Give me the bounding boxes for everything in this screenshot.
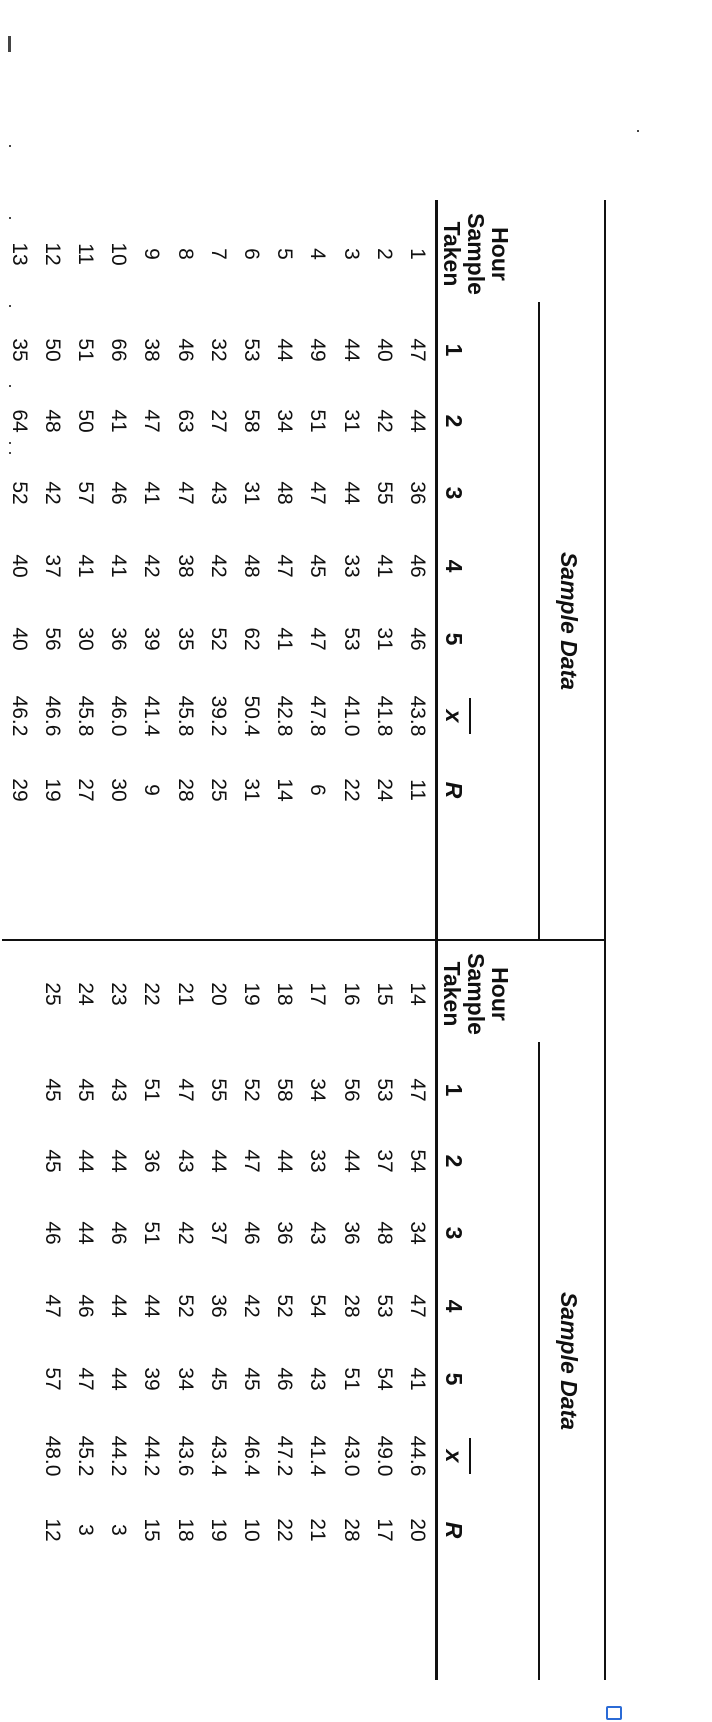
- sample-5-value: 46: [406, 627, 429, 651]
- sample-table-hours-14-25: [2, 940, 668, 1680]
- column-label: R: [441, 781, 467, 799]
- sample-1-value: 47: [406, 338, 429, 362]
- sample-4-value: 36: [206, 1294, 230, 1318]
- sample-3-value: 43: [306, 1221, 330, 1245]
- sample-1-value: 51: [140, 1078, 164, 1102]
- sample-5-value: 31: [372, 627, 396, 651]
- hour-value: 3: [339, 248, 363, 260]
- table-row: [268, 940, 301, 1680]
- sample-5-value: 36: [107, 627, 131, 651]
- sample-1-value: 53: [240, 338, 263, 362]
- hour-value: 8: [173, 248, 197, 260]
- sample-5-value: 54: [372, 1367, 396, 1391]
- hour-value: 16: [339, 982, 363, 1006]
- xbar-value: 46.6: [40, 695, 64, 737]
- table-title: Sample Data: [556, 551, 582, 691]
- xbar-value: 43.4: [206, 1435, 230, 1477]
- range-value: 17: [372, 1518, 396, 1542]
- table-row: [401, 940, 434, 1680]
- sample-1-value: 44: [339, 338, 363, 362]
- column-label: 5: [441, 1372, 467, 1386]
- sample-4-value: 28: [339, 1294, 363, 1318]
- title-underline: [538, 302, 540, 940]
- table-row: [202, 200, 235, 940]
- sample-4-value: 42: [206, 554, 230, 578]
- sample-4-value: 47: [273, 554, 297, 578]
- sample-3-value: 57: [74, 481, 97, 505]
- table-row: [102, 940, 135, 1680]
- sample-4-value: 47: [40, 1294, 64, 1318]
- sample-4-value: 40: [7, 554, 31, 578]
- sample-3-value: 48: [372, 1221, 396, 1245]
- sample-3-value: 46: [40, 1221, 64, 1245]
- range-value: 21: [306, 1518, 330, 1542]
- sample-1-value: 52: [240, 1078, 263, 1102]
- range-value: 25: [206, 778, 230, 802]
- sample-1-value: 55: [206, 1078, 230, 1102]
- sample-5-value: 40: [7, 627, 31, 651]
- table-row: [301, 940, 334, 1680]
- xbar-value: 43.8: [406, 695, 429, 737]
- sample-4-value: 46: [406, 554, 429, 578]
- sample-5-header: [440, 1359, 534, 1399]
- copy-icon[interactable]: [606, 1706, 622, 1720]
- sample-3-value: 43: [206, 481, 230, 505]
- table-top-rule: [604, 200, 606, 940]
- range-value: 30: [107, 778, 131, 802]
- hour-value: 23: [107, 982, 131, 1006]
- range-value: 22: [339, 778, 363, 802]
- xbar-value: 45.8: [173, 695, 197, 737]
- sample-2-value: 43: [173, 1149, 197, 1173]
- table-title: Sample Data: [556, 1291, 582, 1431]
- sample-5-value: 30: [74, 627, 97, 651]
- sample-2-value: 64: [7, 409, 31, 433]
- range-value: 28: [173, 778, 197, 802]
- sample-2-value: 44: [339, 1149, 363, 1173]
- table-row: [102, 200, 135, 940]
- sample-5-value: 45: [240, 1367, 263, 1391]
- sample-2-value: 63: [173, 409, 197, 433]
- header-rule: [435, 200, 438, 940]
- xbar-value: 43.6: [173, 1435, 197, 1477]
- sample-5-value: 56: [40, 627, 64, 651]
- xbar-value: 45.2: [74, 1435, 97, 1477]
- range-value: 28: [339, 1518, 363, 1542]
- column-label: 2: [441, 414, 467, 428]
- column-label: 5: [441, 632, 467, 646]
- table-row: [36, 200, 69, 940]
- sample-5-header: [440, 619, 534, 659]
- sample-2-header: [440, 401, 534, 441]
- xbar-value: 49.0: [372, 1435, 396, 1477]
- table-row: [301, 200, 334, 940]
- sample-3-header: [440, 1213, 534, 1253]
- sample-1-value: 49: [306, 338, 330, 362]
- sample-2-value: 37: [372, 1149, 396, 1173]
- sample-1-value: 46: [173, 338, 197, 362]
- sample-4-value: 42: [140, 554, 164, 578]
- sample-4-value: 38: [173, 554, 197, 578]
- sample-4-header: [440, 1286, 534, 1326]
- xbar-value: 45.8: [74, 695, 97, 737]
- table-row: [135, 200, 168, 940]
- sample-1-value: 32: [206, 338, 230, 362]
- sample-2-value: 33: [306, 1149, 330, 1173]
- range-value: 9: [140, 784, 164, 796]
- table-row: [3, 200, 36, 940]
- sample-1-value: 40: [372, 338, 396, 362]
- table-top-rule: [604, 940, 606, 1680]
- sample-4-value: 44: [107, 1294, 131, 1318]
- column-label: 4: [441, 559, 467, 573]
- sample-1-value: 44: [273, 338, 297, 362]
- sample-4-value: 41: [107, 554, 131, 578]
- xbar-value: 44.6: [406, 1435, 429, 1477]
- range-value: 3: [74, 1524, 97, 1536]
- sample-2-value: 48: [40, 409, 64, 433]
- sample-2-value: 45: [40, 1149, 64, 1173]
- sample-1-value: 47: [406, 1078, 429, 1102]
- column-label: 1: [441, 1083, 467, 1097]
- sample-5-value: 44: [107, 1367, 131, 1391]
- sample-2-value: 44: [206, 1149, 230, 1173]
- range-value: 12: [40, 1518, 64, 1542]
- table-row: [401, 200, 434, 940]
- sample-3-value: 46: [240, 1221, 263, 1245]
- sample-3-value: 44: [74, 1221, 97, 1245]
- sample-5-value: 39: [140, 627, 164, 651]
- range-value: 19: [40, 778, 64, 802]
- sample-4-value: 54: [306, 1294, 330, 1318]
- xbar-value: 44.2: [107, 1435, 131, 1477]
- hour-value: 22: [140, 982, 164, 1006]
- range-value: 14: [273, 778, 297, 802]
- sample-2-value: 41: [107, 409, 131, 433]
- sample-1-value: 47: [173, 1078, 197, 1102]
- hour-value: 25: [40, 982, 64, 1006]
- sample-3-value: 47: [306, 481, 330, 505]
- sample-4-value: 41: [372, 554, 396, 578]
- sample-1-value: 50: [40, 338, 64, 362]
- sample-3-value: 37: [206, 1221, 230, 1245]
- column-label: x: [440, 696, 467, 736]
- xbar-value: 43.0: [339, 1435, 363, 1477]
- xbar-value: 41.4: [306, 1435, 330, 1477]
- hour-value: 7: [206, 248, 230, 260]
- hour-value: 14: [406, 982, 429, 1006]
- sample-1-header: [440, 330, 534, 370]
- sample-5-value: 53: [339, 627, 363, 651]
- sample-4-value: 48: [240, 554, 263, 578]
- sample-1-value: 43: [107, 1078, 131, 1102]
- sample-1-value: 45: [40, 1078, 64, 1102]
- sample-2-value: 51: [306, 409, 330, 433]
- sample-4-value: 46: [74, 1294, 97, 1318]
- sample-1-value: 45: [74, 1078, 97, 1102]
- sample-2-value: 31: [339, 409, 363, 433]
- range-header: [440, 1510, 534, 1550]
- sample-2-value: 47: [140, 409, 164, 433]
- hour-column-header: Hour Sample Taken: [439, 213, 513, 295]
- sample-1-value: 35: [7, 338, 31, 362]
- range-value: 22: [273, 1518, 297, 1542]
- table-row: [235, 200, 268, 940]
- xbar-value: 47.2: [273, 1435, 297, 1477]
- range-value: 11: [406, 779, 429, 801]
- sample-4-value: 37: [40, 554, 64, 578]
- header-rule: [435, 940, 438, 1680]
- sample-5-value: 47: [306, 627, 330, 651]
- sample-4-value: 33: [339, 554, 363, 578]
- xbar-value: 47.8: [306, 695, 330, 737]
- xbar-value: 50.4: [240, 695, 263, 737]
- sample-3-value: 51: [140, 1221, 164, 1245]
- table-row: [135, 940, 168, 1680]
- sample-4-value: 44: [140, 1294, 164, 1318]
- sample-1-value: 66: [107, 338, 131, 362]
- range-value: 10: [240, 1518, 263, 1542]
- table-row: [368, 200, 401, 940]
- table-row: [235, 940, 268, 1680]
- sample-3-value: 47: [173, 481, 197, 505]
- sample-4-value: 45: [306, 554, 330, 578]
- xbar-value: 41.0: [339, 695, 363, 737]
- xbar-value: 39.2: [206, 695, 230, 737]
- xbar-value: 46.4: [240, 1435, 263, 1477]
- column-label: 2: [441, 1154, 467, 1168]
- sample-5-value: 46: [273, 1367, 297, 1391]
- xbar-value: 46.2: [7, 695, 31, 737]
- table-row: [335, 200, 368, 940]
- hour-value: 18: [273, 982, 297, 1006]
- range-value: 20: [406, 1518, 429, 1542]
- sample-3-header: [440, 473, 534, 513]
- column-label: 1: [441, 343, 467, 357]
- xbar-value: 44.2: [140, 1435, 164, 1477]
- sample-1-value: 56: [339, 1078, 363, 1102]
- hour-value: 17: [306, 982, 330, 1006]
- sample-4-value: 52: [273, 1294, 297, 1318]
- sample-5-value: 45: [206, 1367, 230, 1391]
- hour-value: 12: [40, 242, 64, 266]
- xbar-header: [440, 696, 534, 736]
- sample-5-value: 52: [206, 627, 230, 651]
- table-row: [169, 200, 202, 940]
- table-row: [69, 200, 102, 940]
- xbar-value: 42.8: [273, 695, 297, 737]
- sample-3-value: 34: [406, 1221, 429, 1245]
- hour-value: 13: [7, 242, 31, 266]
- hour-value: 1: [406, 248, 429, 260]
- sample-2-value: 54: [406, 1149, 429, 1173]
- range-value: 29: [7, 778, 31, 802]
- sample-2-value: 58: [240, 409, 263, 433]
- sample-3-value: 52: [7, 481, 31, 505]
- sample-4-value: 42: [240, 1294, 263, 1318]
- sample-5-value: 47: [74, 1367, 97, 1391]
- table-row: [36, 940, 69, 1680]
- hour-value: 20: [206, 982, 230, 1006]
- sample-table-hours-1-13: [2, 200, 668, 940]
- table-row: [368, 940, 401, 1680]
- sample-1-value: 51: [74, 338, 97, 362]
- sample-1-header: [440, 1070, 534, 1110]
- table-row: [202, 940, 235, 1680]
- table-row: [268, 200, 301, 940]
- range-value: 27: [74, 778, 97, 802]
- range-value: 31: [240, 778, 263, 802]
- sample-4-value: 53: [372, 1294, 396, 1318]
- xbar-header: [440, 1436, 534, 1476]
- xbar-value: 41.4: [140, 695, 164, 737]
- hour-value: 4: [306, 248, 330, 260]
- xbar-value: 46.0: [107, 695, 131, 737]
- sample-3-value: 46: [107, 481, 131, 505]
- range-value: 19: [206, 1518, 230, 1542]
- sample-5-value: 43: [306, 1367, 330, 1391]
- sample-5-value: 41: [273, 627, 297, 651]
- range-header: [440, 770, 534, 810]
- xbar-value: 48.0: [40, 1435, 64, 1477]
- range-value: 3: [107, 1524, 131, 1536]
- title-underline: [538, 1042, 540, 1680]
- sample-3-value: 42: [40, 481, 64, 505]
- sample-3-value: 36: [406, 481, 429, 505]
- column-label: 3: [441, 486, 467, 500]
- column-label: x: [440, 1436, 467, 1476]
- sample-4-value: 41: [74, 554, 97, 578]
- sample-5-value: 62: [240, 627, 263, 651]
- sample-2-value: 44: [406, 409, 429, 433]
- hour-value: 5: [273, 248, 297, 260]
- sample-1-value: 58: [273, 1078, 297, 1102]
- sample-2-header: [440, 1141, 534, 1181]
- hour-value: 15: [372, 982, 396, 1006]
- hour-value: 2: [372, 248, 396, 260]
- range-value: 24: [372, 778, 396, 802]
- sample-1-value: 34: [306, 1078, 330, 1102]
- sample-2-value: 34: [273, 409, 297, 433]
- hour-value: 24: [74, 982, 97, 1006]
- sample-3-value: 41: [140, 481, 164, 505]
- sample-5-value: 41: [406, 1367, 429, 1391]
- sample-2-value: 42: [372, 409, 396, 433]
- column-label: R: [441, 1521, 467, 1539]
- table-row: [69, 940, 102, 1680]
- sample-3-value: 44: [339, 481, 363, 505]
- sample-3-value: 36: [273, 1221, 297, 1245]
- range-value: 18: [173, 1518, 197, 1542]
- sample-2-value: 47: [240, 1149, 263, 1173]
- hour-value: 11: [74, 243, 97, 265]
- range-value: 6: [306, 784, 330, 796]
- sample-5-value: 57: [40, 1367, 64, 1391]
- sample-3-value: 46: [107, 1221, 131, 1245]
- range-value: 15: [140, 1518, 164, 1542]
- sample-5-value: 51: [339, 1367, 363, 1391]
- hour-value: 9: [140, 248, 164, 260]
- sample-5-value: 35: [173, 627, 197, 651]
- sample-3-value: 42: [173, 1221, 197, 1245]
- sample-1-value: 53: [372, 1078, 396, 1102]
- sample-5-value: 34: [173, 1367, 197, 1391]
- sample-4-value: 52: [173, 1294, 197, 1318]
- sample-4-value: 47: [406, 1294, 429, 1318]
- column-label: 4: [441, 1299, 467, 1313]
- sample-3-value: 48: [273, 481, 297, 505]
- sample-2-value: 36: [140, 1149, 164, 1173]
- sample-3-value: 36: [339, 1221, 363, 1245]
- sample-4-header: [440, 546, 534, 586]
- hour-value: 10: [107, 242, 131, 266]
- sample-2-value: 44: [273, 1149, 297, 1173]
- table-row: [169, 940, 202, 1680]
- hour-column-header: Hour Sample Taken: [439, 953, 513, 1035]
- sample-1-value: 38: [140, 338, 164, 362]
- sample-2-value: 44: [74, 1149, 97, 1173]
- sample-3-value: 55: [372, 481, 396, 505]
- column-label: 3: [441, 1226, 467, 1240]
- xbar-value: 41.8: [372, 695, 396, 737]
- table-row: [335, 940, 368, 1680]
- sample-2-value: 44: [107, 1149, 131, 1173]
- hour-value: 19: [240, 982, 263, 1006]
- sample-2-value: 27: [206, 409, 230, 433]
- sample-3-value: 31: [240, 481, 263, 505]
- hour-value: 6: [240, 248, 263, 260]
- hour-value: 21: [173, 982, 197, 1006]
- sample-2-value: 50: [74, 409, 97, 433]
- sample-5-value: 39: [140, 1367, 164, 1391]
